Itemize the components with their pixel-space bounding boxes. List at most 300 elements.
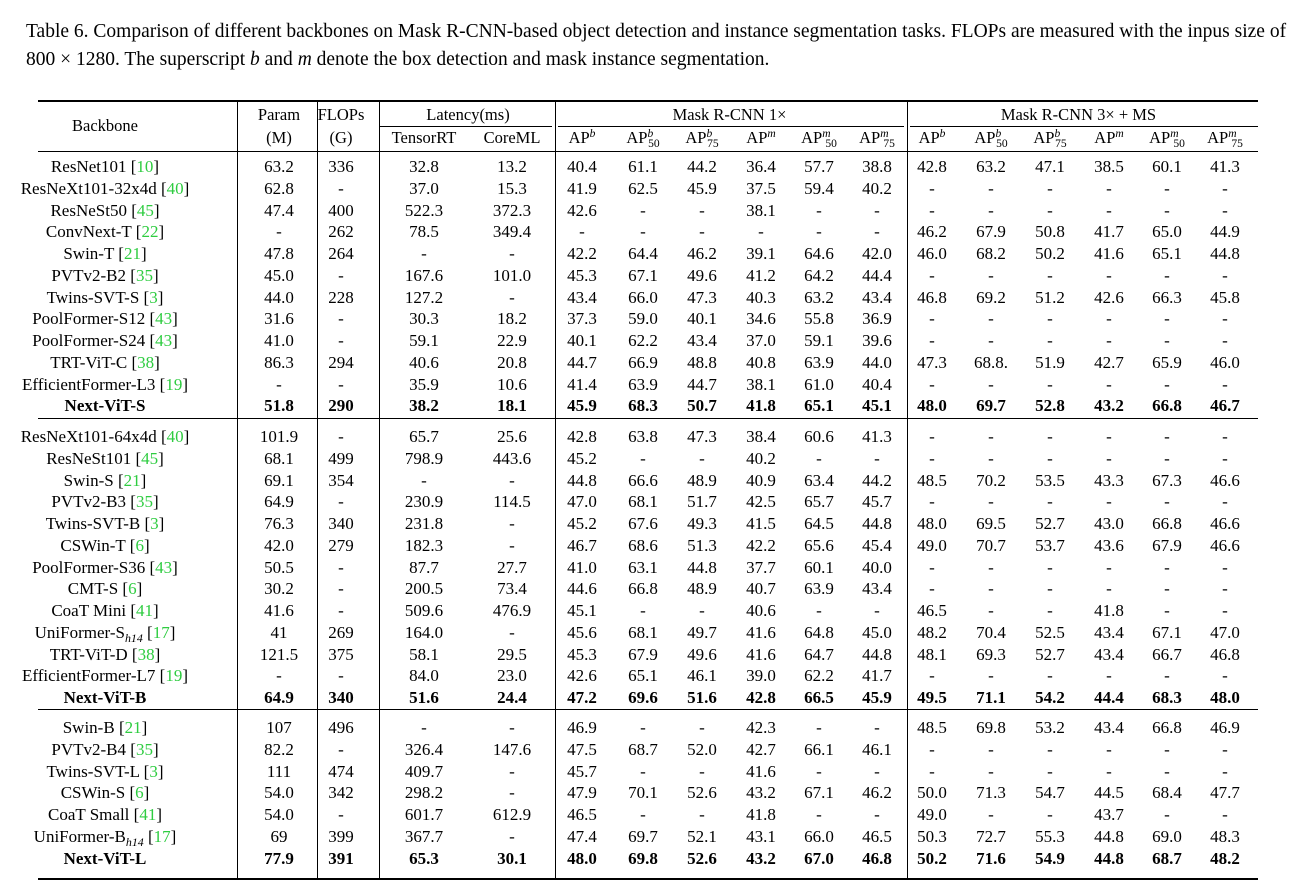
table-cell: 68.7 [628, 739, 658, 759]
table-cell: 47.0 [567, 492, 597, 512]
table-cell: - [1222, 200, 1228, 220]
table-cell: 40.3 [746, 287, 776, 307]
table-cell: 39.1 [746, 244, 776, 263]
table-cell: 65.1 [628, 666, 658, 686]
backbone-name: PoolFormer-S12 [43] [32, 309, 178, 329]
table-cell: - [929, 579, 935, 599]
table-cell: 60.1 [804, 557, 834, 577]
citation-link[interactable]: 3 [149, 761, 158, 781]
table-cell: 47.3 [687, 287, 717, 307]
citation-link[interactable]: 6 [135, 783, 144, 803]
citation-link[interactable]: 21 [123, 244, 141, 263]
backbone-label: Next-ViT-S [64, 396, 146, 416]
table-cell: 66.8 [1152, 396, 1182, 416]
table-cell: 46.7 [1210, 396, 1240, 416]
table-cell: 46.8 [917, 287, 947, 307]
table-cell: 45.9 [862, 688, 892, 707]
backbone-label: TRT-ViT-C [50, 352, 128, 372]
table-cell: - [929, 178, 935, 198]
table-cell: - [699, 805, 705, 824]
backbone-name: ConvNext-T [22] [45, 222, 165, 242]
table-cell: 41.6 [746, 761, 776, 781]
table-cell: - [1164, 265, 1170, 285]
table-cell: 68.6 [628, 535, 658, 555]
table-cell: - [338, 739, 344, 759]
header-flops-unit: (G) [329, 128, 353, 147]
table-cell: - [929, 200, 935, 220]
table-cell: 46.6 [1210, 470, 1240, 490]
table-cell: 66.6 [628, 470, 658, 490]
table-cell: 38.8 [862, 157, 892, 176]
citation-link[interactable]: 10 [136, 157, 154, 176]
table-cell: 40.1 [687, 309, 717, 329]
table-cell: 294 [328, 352, 354, 372]
table-cell: - [988, 761, 994, 781]
table-cell: - [579, 222, 585, 242]
table-cell: 51.6 [409, 688, 439, 707]
table-cell: 65.1 [804, 396, 834, 416]
backbone-label: ResNeXt101-32x4d [20, 178, 157, 198]
table-cell: - [988, 805, 994, 824]
table-cell: - [1047, 666, 1053, 686]
table-cell: 69.0 [1152, 826, 1182, 846]
backbone-name: Swin-B [21] [62, 718, 148, 737]
table-cell: - [699, 761, 705, 781]
table-cell: 44.8 [1210, 244, 1240, 263]
table-cell: 39.0 [746, 666, 776, 686]
backbone-name: UniFormer-$S_{h14}$ [17] [34, 622, 176, 645]
table-cell: 36.4 [746, 157, 776, 176]
table-cell: 47.9 [567, 783, 597, 803]
table-cell: - [1047, 805, 1053, 824]
table-cell: - [929, 427, 935, 446]
table-cell: 63.2 [976, 157, 1006, 176]
citation-link[interactable]: 3 [149, 287, 158, 307]
table-cell: 84.0 [409, 666, 439, 686]
table-cell: 46.1 [687, 666, 717, 686]
table-cell: - [509, 826, 515, 846]
table-cell: - [1222, 761, 1228, 781]
table-cell: 63.2 [264, 157, 294, 176]
citation-link[interactable]: 19 [165, 374, 183, 394]
table-cell: 601.7 [404, 805, 444, 824]
citation-link[interactable]: 19 [165, 666, 183, 686]
table-cell: 46.2 [687, 244, 717, 263]
table-cell: 46.5 [567, 805, 597, 824]
backbone-label: UniFormer-S [34, 622, 125, 642]
table-cell: 40.0 [862, 557, 892, 577]
backbone-name: CoaT Small [41] [48, 805, 162, 824]
table-cell: 43.4 [687, 331, 717, 350]
table-cell: 101.0 [492, 265, 532, 285]
table-cell: 43.6 [1094, 535, 1124, 555]
table-cell: 67.9 [628, 644, 658, 664]
table-cell: - [874, 805, 880, 824]
table-cell: 349.4 [492, 222, 532, 242]
table-cell: - [816, 448, 822, 468]
table-cell: 42.0 [862, 244, 892, 263]
table-cell: 68.1 [628, 622, 658, 642]
table-cell: 45.0 [862, 622, 892, 642]
backbone-label: EfficientFormer-L3 [21, 374, 156, 394]
table-cell: 41.8 [746, 805, 776, 824]
citation-link[interactable]: 17 [153, 826, 171, 846]
table-cell: 55.3 [1035, 826, 1065, 846]
table-cell: 65.0 [1152, 222, 1182, 242]
table-cell: 60.1 [1152, 157, 1182, 176]
table-cell: - [816, 718, 822, 737]
backbone-name: PVTv2-B2 [35] [51, 265, 159, 285]
table-cell: 68.1 [264, 448, 294, 468]
table-cell: - [929, 331, 935, 350]
table-cell: 48.3 [1210, 826, 1240, 846]
table-cell: 44.8 [1094, 848, 1124, 868]
table-cell: 42.2 [567, 244, 597, 263]
backbone-label: CSWin-S [60, 783, 126, 803]
table-cell: 49.6 [687, 265, 717, 285]
table-cell: 48.0 [917, 396, 947, 416]
table-cell: 44.4 [1094, 688, 1124, 707]
table-cell: 54.7 [1035, 783, 1065, 803]
table-cell: 64.9 [264, 492, 294, 512]
table-cell: 326.4 [404, 739, 444, 759]
table-cell: 44.2 [687, 157, 717, 176]
backbone-label: Twins-SVT-S [46, 287, 140, 307]
table-cell: - [699, 718, 705, 737]
table-cell: 72.7 [976, 826, 1006, 846]
citation-link[interactable]: 43 [155, 557, 173, 577]
table-cell: 53.2 [1035, 718, 1065, 737]
table-cell: 49.3 [687, 514, 717, 533]
table-cell: - [1106, 331, 1112, 350]
table-cell: - [1047, 492, 1053, 512]
citation-link[interactable]: 35 [135, 492, 153, 512]
table-cell: - [1047, 579, 1053, 599]
table-cell: - [509, 622, 515, 642]
citation-link[interactable]: 35 [135, 265, 153, 285]
table-cell: 48.5 [917, 470, 947, 490]
backbone-name: ResNeSt50 [45] [50, 200, 160, 220]
table-cell: 37.7 [746, 557, 776, 577]
section-divider [38, 418, 1258, 419]
table-cell: 47.3 [917, 352, 947, 372]
backbone-label: EfficientFormer-L7 [21, 666, 156, 686]
table-cell: 15.3 [497, 178, 527, 198]
table-cell: - [338, 805, 344, 824]
table-cell: 40.7 [746, 579, 776, 599]
table-cell: - [988, 448, 994, 468]
table-cell: 48.5 [917, 718, 947, 737]
table-cell: 59.1 [804, 331, 834, 350]
table-cell: - [1164, 427, 1170, 446]
comparison-table [20, 100, 1258, 878]
table-cell: - [1164, 805, 1170, 824]
backbone-name [64, 849, 147, 869]
table-cell: - [338, 309, 344, 329]
citation-link[interactable]: 17 [152, 622, 170, 642]
citation-link[interactable]: 21 [123, 470, 141, 490]
table-cell: 60.6 [804, 427, 834, 446]
table-cell: 40.4 [862, 374, 892, 394]
table-cell: - [988, 309, 994, 329]
table-cell: - [988, 601, 994, 620]
table-cell: 47.0 [1210, 622, 1240, 642]
table-cell: 24.4 [497, 688, 527, 707]
caption-text-1: Comparison of different backbones on Mask R-CNN-based object detection and instance segmentation tasks. FLOPs are measured with the inpus size of 800 × 1280. The superscript [26, 21, 1287, 70]
table-cell: 43.0 [1094, 514, 1124, 533]
table-cell: 41.5 [746, 514, 776, 533]
table-cell: - [640, 761, 646, 781]
table-cell: 46.5 [917, 601, 947, 620]
table-cell: 32.8 [409, 157, 439, 176]
table-cell: - [640, 222, 646, 242]
table-cell: 49.0 [917, 535, 947, 555]
table-cell: 43.4 [1094, 718, 1124, 737]
table-cell: - [1047, 265, 1053, 285]
citation-link[interactable]: 21 [124, 718, 142, 737]
table-cell: - [1106, 178, 1112, 198]
table-cell: - [1047, 374, 1053, 394]
table-cell: - [421, 470, 427, 490]
column-divider [555, 100, 556, 878]
table-cell: - [816, 222, 822, 242]
table-cell: 66.0 [628, 287, 658, 307]
header-ap-1x-b75: $AP^b_{75}$ [685, 128, 719, 151]
backbone-name: UniFormer-$B_{h14}$ [17] [33, 826, 177, 849]
table-cell: - [1164, 331, 1170, 350]
table-cell: 50.8 [1035, 222, 1065, 242]
table-cell: 40.8 [746, 352, 776, 372]
table-cell: - [929, 309, 935, 329]
citation-link[interactable]: 40 [166, 427, 184, 446]
table-cell: - [509, 514, 515, 533]
table-cell: 264 [328, 244, 354, 263]
table-cell: - [988, 374, 994, 394]
table-cell: 65.7 [409, 427, 439, 446]
backbone-name: ResNeXt101-32x4d [40] [20, 178, 190, 198]
table-cell: 40.6 [746, 601, 776, 620]
backbone-label: ResNet101 [50, 157, 127, 176]
table-cell: - [338, 492, 344, 512]
citation-link[interactable]: 38 [137, 644, 155, 664]
table-cell: - [1222, 739, 1228, 759]
table-cell: 42.8 [917, 157, 947, 176]
table-cell: 30.3 [409, 309, 439, 329]
table-cell: - [276, 374, 282, 394]
backbone-name: TRT-ViT-D [38] [49, 644, 161, 664]
table-cell: 70.7 [976, 535, 1006, 555]
table-cell: - [1106, 579, 1112, 599]
table-cell: 68.3 [628, 396, 658, 416]
table-cell: 41.9 [567, 178, 597, 198]
table-cell: - [338, 601, 344, 620]
table-cell: 44.8 [687, 557, 717, 577]
table-cell: - [1047, 309, 1053, 329]
table-cell: 45.2 [567, 514, 597, 533]
backbone-name: PVTv2-B4 [35] [51, 739, 159, 759]
table-cell: - [929, 374, 935, 394]
backbone-name: CSWin-T [6] [60, 535, 150, 555]
table-cell: 41.0 [264, 331, 294, 350]
table-cell: 44.0 [862, 352, 892, 372]
header-mask-rcnn-3x-ms: Mask R-CNN 3× + MS [1000, 105, 1157, 124]
table-cell: 50.2 [917, 848, 947, 868]
citation-link[interactable]: 45 [136, 200, 154, 220]
backbone-name: Swin-T [21] [63, 244, 147, 263]
citation-link[interactable]: 41 [139, 805, 157, 824]
table-cell: - [988, 492, 994, 512]
table-cell: 50.7 [687, 396, 717, 416]
table-cell: - [1222, 666, 1228, 686]
table-cell: - [929, 761, 935, 781]
table-cell: 68.7 [1152, 848, 1182, 868]
table-cell: - [1222, 265, 1228, 285]
citation-link[interactable]: 38 [137, 352, 155, 372]
citation-link[interactable]: 6 [128, 579, 137, 599]
table-cell: - [509, 470, 515, 490]
table-cell: 71.6 [976, 848, 1006, 868]
table-cell: 41.6 [746, 644, 776, 664]
backbone-label: CoaT Mini [51, 601, 127, 620]
table-cell: 66.1 [804, 739, 834, 759]
table-cell: - [816, 601, 822, 620]
table-cell: 50.2 [1035, 244, 1065, 263]
table-cell: 46.0 [1210, 352, 1240, 372]
table-cell: 46.8 [862, 848, 892, 868]
citation-link[interactable]: 22 [141, 222, 159, 242]
table-cell: 34.6 [746, 309, 776, 329]
header-coreml: CoreML [483, 128, 541, 147]
citation-link[interactable]: 3 [150, 514, 159, 533]
table-cell: - [929, 265, 935, 285]
table-cell: 45.8 [1210, 287, 1240, 307]
table-cell: - [1164, 579, 1170, 599]
table-cell: 67.0 [804, 848, 834, 868]
caption-text-2: and [259, 49, 298, 70]
citation-link[interactable]: 41 [136, 601, 154, 620]
backbone-name: Twins-SVT-B [3] [45, 514, 165, 533]
table-cell: 46.6 [1210, 535, 1240, 555]
table-cell: 43.4 [862, 287, 892, 307]
table-cell: - [421, 244, 427, 263]
caption-label: Table 6. [26, 21, 89, 42]
citation-link[interactable]: 6 [135, 535, 144, 555]
table-cell: 228 [328, 287, 354, 307]
table-cell: 63.1 [628, 557, 658, 577]
backbone-name: EfficientFormer-L7 [19] [21, 666, 189, 686]
table-cell: 262 [328, 222, 354, 242]
table-cell: 44.7 [567, 352, 597, 372]
table-cell: 51.6 [687, 688, 717, 707]
table-cell: 147.6 [492, 739, 532, 759]
table-cell: - [640, 448, 646, 468]
table-cell: 47.2 [567, 688, 597, 707]
table-cell: 496 [328, 718, 354, 737]
table-cell: 38.1 [746, 200, 776, 220]
table-cell: - [929, 492, 935, 512]
table-cell: 63.2 [804, 287, 834, 307]
table-cell: - [1222, 309, 1228, 329]
table-cell: 45.3 [567, 644, 597, 664]
backbone-label: PoolFormer-S36 [32, 557, 146, 577]
table-cell: 443.6 [492, 448, 532, 468]
table-cell: - [509, 244, 515, 263]
backbone-label: ResNeXt101-64x4d [20, 427, 157, 446]
table-cell: 52.6 [687, 848, 717, 868]
table-cell: - [338, 374, 344, 394]
table-cell: 43.3 [1094, 470, 1124, 490]
table-cell: 23.0 [497, 666, 527, 686]
header-ap-3x-b: $AP^b$ [918, 128, 946, 147]
table-cell: 42.6 [1094, 287, 1124, 307]
table-cell: 48.9 [687, 470, 717, 490]
table-cell: 37.0 [746, 331, 776, 350]
table-cell: 127.2 [404, 287, 444, 307]
table-cell: 71.3 [976, 783, 1006, 803]
table-cell: 77.9 [264, 848, 294, 868]
table-cell: 69.2 [976, 287, 1006, 307]
table-cell: 68.8. [974, 352, 1008, 372]
table-cell: 62.8 [264, 178, 294, 198]
table-cell: - [1106, 427, 1112, 446]
backbone-name: TRT-ViT-C [38] [50, 352, 160, 372]
citation-link[interactable]: 40 [166, 178, 184, 198]
table-cell: 164.0 [404, 622, 444, 642]
header-bottom-rule [38, 151, 1258, 152]
backbone-label: Next-ViT-B [63, 688, 147, 707]
column-divider [907, 100, 908, 878]
table-cell: 66.9 [628, 352, 658, 372]
table-cell: 121.5 [259, 644, 299, 664]
table-cell: 69.6 [628, 688, 658, 707]
table-cell: - [1222, 448, 1228, 468]
table-cell: 45.6 [567, 622, 597, 642]
header-ap-1x-m: $AP^m$ [746, 128, 776, 147]
caption-text-3: denote the box detection and mask instance segmentation. [311, 49, 770, 70]
header-ap-3x-m75: $AP^m_{75}$ [1207, 128, 1243, 151]
table-cell: 46.6 [1210, 514, 1240, 533]
table-cell: 43.1 [746, 826, 776, 846]
table-cell: 66.7 [1152, 644, 1182, 664]
citation-link[interactable]: 35 [135, 739, 153, 759]
table-cell: 45.7 [567, 761, 597, 781]
table-cell: 53.7 [1035, 535, 1065, 555]
table-cell: - [988, 739, 994, 759]
table-cell: - [509, 535, 515, 555]
table-cell: - [1106, 761, 1112, 781]
table-cell: 43.7 [1094, 805, 1124, 824]
citation-link[interactable]: 43 [155, 309, 173, 329]
header-mask-rcnn-1x: Mask R-CNN 1× [672, 105, 787, 124]
table-cell: - [1164, 448, 1170, 468]
table-cell: - [988, 579, 994, 599]
table-cell: 114.5 [493, 492, 531, 512]
header-ap-3x-b50: $AP^b_{50}$ [974, 128, 1008, 151]
citation-link[interactable]: 43 [155, 331, 173, 350]
table-cell: 49.7 [687, 622, 717, 642]
citation-link[interactable]: 45 [141, 448, 159, 468]
table-cell: 54.0 [264, 805, 294, 824]
table-cell: 69 [270, 826, 288, 846]
table-cell: 46.1 [862, 739, 892, 759]
table-cell: 47.3 [687, 427, 717, 446]
table-cell: - [816, 805, 822, 824]
table-cell: 59.1 [409, 331, 439, 350]
table-cell: 40.4 [567, 157, 597, 176]
table-cell: 53.5 [1035, 470, 1065, 490]
table-cell: 10.6 [497, 374, 527, 394]
table-cell: 46.5 [862, 826, 892, 846]
